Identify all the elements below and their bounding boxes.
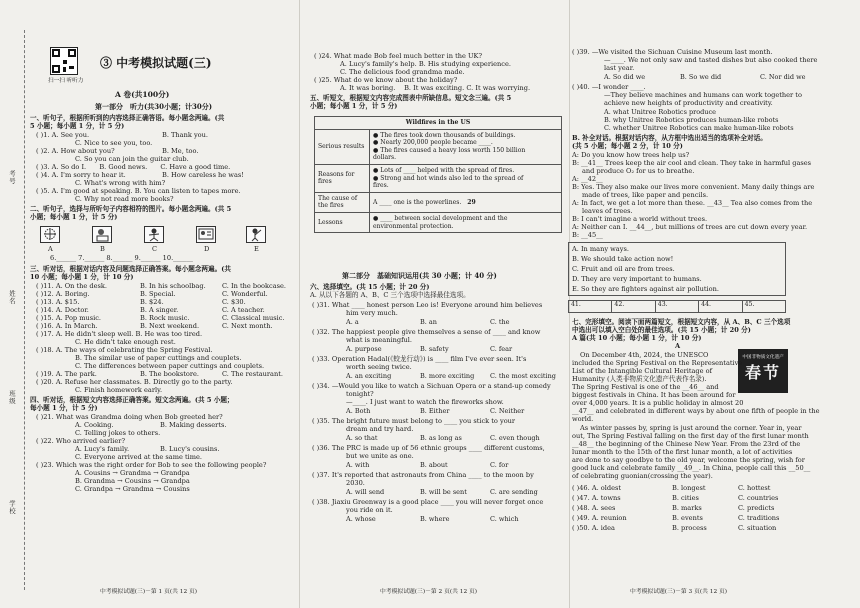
picture-b-reading-icon [92,226,112,243]
sectionB-title-2: (共 5 小题；每小题 2 分，计 10 分) [572,142,683,150]
q14-b: B. A singer. [140,306,179,314]
table-row [315,129,562,164]
q34-option-b[interactable]: B. Either [420,407,450,415]
answer-cell-43[interactable]: 43. [655,301,698,313]
row-label-cause: The cause of the fires [315,192,370,212]
section5-title: 五、听短文，根据短文内容完成图表中所缺信息。短文念三遍。(共 5 [310,94,512,102]
q14-a: ( )14. A. Doctor. [36,306,89,314]
dialogue-line-10: A: Neither can I. __44__, but millions of trees are cut down every year. [572,223,808,231]
q35-cont: dream and try hard. [346,425,414,433]
section1-title-2: 5 小题；每小题 1 分，计 5 分) [30,122,125,130]
q36-option-b[interactable]: B. about [420,461,448,469]
box-option-a: A. In many ways. [572,245,629,253]
lessons-line-2: environmental protection. [373,222,454,230]
page1-footer: 中考模拟试题(三)－第 1 页(共 12 页) [100,589,198,595]
q2-a: ( )2. A. How about you? [36,147,115,155]
results-line-3: ● The fires caused a heavy loss worth 150 billion [373,146,526,154]
q22-a: A. Lucy's family. [75,445,130,453]
q40-option-a[interactable]: A. what Unitree Robotics produce [604,108,716,116]
q17-c: C. He didn't take enough rest. [75,338,176,346]
section3-title: 三、听对话，根据对话内容及问题选择正确答案。每小题念两遍。(共 [30,265,231,273]
q39-cont: last year. [604,64,635,72]
picture-e-waving-icon [246,226,266,243]
passage-line: On December 4th, 2024, the UNESCO [580,351,709,359]
passage-line: __48__ the beginning of the Chinese New Year. From the 23rd of the [572,440,801,448]
q24-ab: A. Lucy's family's help. B. His studying experience. [340,60,511,68]
answer-cell-41[interactable]: 41. [569,301,612,313]
picture-b-label: B [100,245,105,253]
q40-option-b[interactable]: B. why Unitree Robotics produces human-like robots [604,116,779,124]
q32-option-a[interactable]: A. purpose [346,345,382,353]
passage-line: The Spring Festival is one of the __46__ and [572,383,719,391]
q5-ab: ( )5. A. I'm good at speaking. B. You can listen to tapes more. [36,187,241,195]
dialogue-line-6: made of trees, like paper and pencils. [582,191,709,199]
section4-title-2: 每小题 1 分，计 5 分) [30,404,98,412]
q31: ( )31. What ____ honest person Leo is! Everyone around him believes [312,301,543,309]
passage-line: biggest festivals in China. It has been around for [572,391,736,399]
box-option-b: B. We should take action now! [572,255,674,263]
q47-b[interactable]: B. cities [672,494,699,502]
section4-title: 四、听对话，根据短文内容选择正确答案。短文念两遍。(共 5 小题； [30,396,234,404]
picture-c-label: C [152,245,158,253]
q5-c: C. Why not read more books? [75,195,174,203]
side-label-number: 考号 [8,170,16,185]
q40: ( )40. —I wonder ____. [572,83,646,91]
q15-a: ( )15. A. Pop music. [36,314,102,322]
q22: ( )22. Who arrived earlier? [36,437,125,445]
q47-c[interactable]: C. countries [738,494,779,502]
q46-b[interactable]: B. longest [672,484,706,492]
q37-option-a[interactable]: A. will send [346,488,385,496]
section7-title: 七、完形填空。阅读下面两篇短文，根据短文内容，从 A、B、C 三个选项 [572,318,791,326]
q18-b: B. The similar use of paper cuttings and couplets. [75,354,242,362]
section3-title-2: 10 小题；每小题 1 分，计 10 分) [30,273,134,281]
passage-line: lunar month to the 15th of the first lunar month, a lot of activities [572,448,793,456]
section7-title-2: 中选出可以填入空白处的最佳选项。(共 15 小题；计 20 分) [572,326,751,334]
q34: ( )34. —Would you like to watch a Sichuan Opera or a stand-up comedy [312,382,551,390]
q21-c: C. Telling jokes to others. [75,429,161,437]
dialogue-line-11: B: __45__ [572,231,603,239]
q16-c: C. Next month. [222,322,273,330]
q33-option-c[interactable]: C. the most exciting [490,372,556,380]
q31-option-c[interactable]: C. the [490,318,510,326]
cause-line: A ____ one is the powerlines. [373,198,462,206]
passage-line: world. [572,415,594,423]
qr-code-icon[interactable] [50,47,78,75]
box-option-c: C. Fruit and oil are from trees. [572,265,675,273]
passage-line: __47__ and celebrated in different ways by about one fifth of people in the [572,407,820,415]
q48-a[interactable]: ( )48. A. sees [572,504,616,512]
q37-cont: 2030. [346,479,365,487]
answer-cell-45[interactable]: 45. [742,301,785,313]
side-label-name: 姓名 [8,290,16,305]
results-line-4: dollars. [373,154,397,162]
q38-cont: you ride on it. [346,506,393,514]
sectionB-title: B. 补全对话。根据对话内容，从方框中选出适当的选项补全对话。 [572,134,767,142]
picture-e-label: E [254,245,259,253]
row-label-reasons: Reasons for fires [315,164,370,192]
q13-b: B. $24. [140,298,164,306]
page3-footer: 中考模拟试题(三)－第 3 页(共 12 页) [630,589,728,595]
q23: ( )23. Which was the right order for Bob to see the following people? [36,461,267,469]
q4-b: B. How careless he was! [162,171,244,179]
q22-c: C. Everyone arrived at the same time. [75,453,202,461]
q23-c: C. Grandpa → Grandma → Cousins [75,485,190,493]
picture-a-label: A [48,245,53,253]
q36-option-c[interactable]: C. for [490,461,509,469]
picture-d-label: D [204,245,210,253]
q49-c[interactable]: C. traditions [738,514,780,522]
dialogue-line-1: A: Do you know how trees help us? [572,151,690,159]
chunjie-title: 春节 [744,363,781,382]
exam-page-3 [570,0,860,608]
q33-cont: worth seeing twice. [346,363,412,371]
q2-b: B. Me, too. [162,147,199,155]
answer-grid [568,300,786,313]
q35: ( )35. The bright future must belong to ____ you stick to your [312,417,516,425]
q1-c: C. Nice to see you, too. [75,139,153,147]
q40-cont: achieve new heights of productivity and creativity. [604,99,773,107]
part2-heading: 第二部分 基础知识运用(共 30 小题；计 40 分) [342,271,497,280]
q19-a: ( )19. A. The park. [36,370,97,378]
q38-option-a[interactable]: A. whose [346,515,376,523]
q18-a: ( )18. A. The ways of celebrating the Spring Festival. [36,346,213,354]
q4-c: C. What's wrong with him? [75,179,166,187]
section6-title: 六、选择填空。(共 15 小题；计 20 分) [310,283,430,291]
q23-b: B. Grandma → Cousins → Grandpa [75,477,190,485]
dialogue-line-2: B: __41__ Trees keep the air cool and clean. They take in harmful gases [572,159,812,167]
section2-title: 二、听句子，选择与所听句子内容相符的图片。每小题念两遍。(共 5 [30,205,232,213]
q36-option-a[interactable]: A. with [346,461,370,469]
q12-b: B. Special. [140,290,176,298]
q33: ( )33. Operation Hadal(《蛟龙行动》) is ____ film I've ever seen. It's [312,355,527,363]
q40-option-c[interactable]: C. whether Unitree Robotics can make human-like robots [604,124,794,132]
section1-title: 一、听句子，根据所听到的内容选择正确答语。每小题念两遍。(共 [30,114,225,122]
q33-option-a[interactable]: A. an exciting [346,372,392,380]
q39: ( )39. —We visited the Sichuan Cuisine Museum last month. [572,48,773,56]
q21-b: B. Making desserts. [160,421,227,429]
q13-c: C. $30. [222,298,246,306]
side-label-class: 班级 [8,390,16,405]
q38: ( )38. Jiaxiu Greenway is a good place ____ you will never forget once [312,498,544,506]
q32: ( )32. The happiest people give themselves a sense of ____ and know [312,328,541,336]
q48-c[interactable]: C. predicts [738,504,775,512]
dialogue-line-5: B: Yes. They also make our lives more convenient. Many daily things are [572,183,815,191]
picture-a-fireworks-icon [40,226,60,243]
q1-b: B. Thank you. [162,131,208,139]
q22-b: B. Lucy's cousins. [160,445,220,453]
q17-ab: ( )17. A. He didn't sleep well. B. He was too tired. [36,330,203,338]
q40-reply: —They believe machines and humans can work together to [604,91,802,99]
blank-29-number[interactable]: 29 [467,198,476,206]
binding-line [24,30,25,590]
dialogue-line-3: and produce O₂ for us to breathe. [582,167,695,175]
passage-line: out, The Spring Festival falling on the first day of the first lunar month [572,432,809,440]
wildfires-table [314,116,562,233]
q33-option-b[interactable]: B. more exciting [420,372,475,380]
dialogue-line-4: A: __42__ [572,175,603,183]
passage-line: are done to say goodbye to the old year, welcome the spring, wish for [572,456,805,464]
q32-option-c[interactable]: C. fear [490,345,513,353]
table-title: Wildfires in the US [315,117,562,130]
q11-c: C. In the bookcase. [222,282,287,290]
passage-line: Humanity (人类非物质文化遗产代表作名录). [572,375,707,383]
q15-b: B. Rock music. [140,314,190,322]
q20-ab: ( )20. A. Refuse her classmates. B. Directly go to the party. [36,378,233,386]
q19-b: B. The bookstore. [140,370,199,378]
q37-option-c[interactable]: C. are sending [490,488,538,496]
table-row [315,164,562,192]
row-label-results: Serious results [315,129,370,164]
qr-caption: 扫一扫 听听力 [48,78,84,84]
q1-a: ( )1. A. See you. [36,131,90,139]
q4-a: ( )4. A. I'm sorry to hear it. [36,171,126,179]
q39-option-a[interactable]: A. So did we [604,73,646,81]
q16-a: ( )16. A. In March. [36,322,98,330]
exam-page-2 [300,0,570,608]
reasons-line-2: ● Strong and hot winds also led to the spread of [373,174,524,182]
q38-option-b[interactable]: B. where [420,515,450,523]
results-line-1: ● The fires took down thousands of buildings. [373,131,516,139]
q24-c: C. The delicious food grandma made. [340,68,465,76]
box-option-e: E. So they are fighters against air pollution. [572,285,719,293]
q50-b[interactable]: B. process [672,524,707,532]
q49-a[interactable]: ( )49. A. reunion [572,514,627,522]
section5-title-2: 小题；每小题 1 分，计 5 分) [310,102,398,110]
q36: ( )36. The PRC is made up of 56 ethnic groups ____ different customs, [312,444,545,452]
q37-option-b[interactable]: B. will be sent [420,488,467,496]
q13-a: ( )13. A. $15. [36,298,80,306]
q25-abc: A. It was boring. B. It was exciting. C. It was worrying. [340,84,531,92]
exam-title: ③ 中考模拟试题(三) [100,56,212,70]
q46-c[interactable]: C. hottest [738,484,771,492]
section6-instructions: A. 从以下各题的 A、B、C 三个选项中选择最佳选项。 [310,291,470,299]
q34-reply: —____. I just want to watch the fireworks show. [346,398,504,406]
q2-c: C. So you can join the guitar club. [75,155,189,163]
section2-title-2: 小题；每小题 1 分，计 5 分) [30,213,118,221]
q36-cont: but we unite as one. [346,452,414,460]
passage-line: List of the Intangible Cultural Heritage of [572,367,713,375]
dialogue-line-9: B: I can't imagine a world without trees. [572,215,708,223]
q39-option-b[interactable]: B. So we did [680,73,722,81]
dialogue-line-7: A: In fact, we get a lot more than these. __43__ Tea also comes from the [572,199,813,207]
picture-c-sports-icon [144,226,164,243]
passage-line: good luck and celebrate family __49__. In China, people call this __50__ [572,464,811,472]
row-label-lessons: Lessons [315,212,370,232]
q32-cont: what is meaningful. [346,336,412,344]
chunjie-caption: 中国非物质文化遗产 [742,355,784,360]
q35-option-a[interactable]: A. so that [346,434,378,442]
q14-c: C. A teacher. [222,306,265,314]
q34-option-a[interactable]: A. Both [346,407,371,415]
passage-line: over 4,000 years. It is a public holiday in almost 20 [572,399,744,407]
q25: ( )25. What do we know about the holiday? [314,76,458,84]
reasons-line-3: fires. [373,182,389,190]
q35-option-b[interactable]: B. as long as [420,434,462,442]
q32-option-b[interactable]: B. safety [420,345,449,353]
page2-footer: 中考模拟试题(三)－第 2 页(共 12 页) [380,589,478,595]
q20-c: C. Finish homework early. [75,386,163,394]
q39-option-c[interactable]: C. Nor did we [760,73,806,81]
q49-b[interactable]: B. events [672,514,703,522]
volume-heading: A 卷(共100分) [115,90,170,99]
passage-line: As winter passes by, spring is just around the corner. Year in, year [580,424,802,432]
table-row [315,212,562,232]
q23-a: A. Cousins → Grandma → Grandpa [75,469,190,477]
q21: ( )21. What was Grandma doing when Bob greeted her? [36,413,223,421]
picture-d-card-icon [196,226,216,243]
table-row [315,192,562,212]
q50-c[interactable]: C. situation [738,524,777,532]
spring-festival-image [738,349,788,393]
q18-c: C. The differences between paper cuttings and couplets. [75,362,265,370]
results-line-2[interactable]: ● Nearly 200,000 people became ____. [373,139,493,147]
q37: ( )37. It's reported that astronauts from China ____ to the moon by [312,471,534,479]
q50-a[interactable]: ( )50. A. idea [572,524,615,532]
q47-a[interactable]: ( )47. A. towns [572,494,621,502]
q31-option-b[interactable]: B. an [420,318,437,326]
q11-a: ( )11. A. On the desk. [36,282,108,290]
q21-a: A. Cooking. [75,421,114,429]
q3: ( )3. A. So do I. B. Good news. C. Have a good time. [36,163,231,171]
dialogue-line-8: leaves of trees. [582,207,633,215]
q39-reply: —____. We not only saw and tasted dishes but also cooked there [604,56,818,64]
q31-option-a[interactable]: A. a [346,318,359,326]
part1-heading: 第一部分 听力(共30小题；计30分) [95,102,213,111]
q12-c: C. Wonderful. [222,290,268,298]
q15-c: C. Classical music. [222,314,285,322]
passage-label: A [675,342,681,350]
q46-a[interactable]: ( )46. A. oldest [572,484,622,492]
answer-cell-44[interactable]: 44. [699,301,742,313]
lessons-line-1[interactable]: ● ____ between social development and the [373,214,508,222]
q24: ( )24. What made Bob feel much better in the UK? [314,52,482,60]
box-option-d: D. They are very important to humans. [572,275,702,283]
answer-cell-42[interactable]: 42. [612,301,655,313]
q31-cont: him very much. [346,309,398,317]
picture-answer-blanks[interactable]: 6.______ 7.______ 8.______ 9.______ 10.______ [50,254,193,262]
reasons-line-1[interactable]: ● Lots of ____ helped with the spread of fires. [373,166,515,174]
q11-b: B. In his schoolbag. [140,282,206,290]
q48-b[interactable]: B. marks [672,504,702,512]
q34-option-c[interactable]: C. Neither [490,407,525,415]
q16-b: B. Next weekend. [140,322,200,330]
side-label-school: 学校 [8,500,16,515]
q19-c: C. The restaurant. [222,370,283,378]
q34-cont: tonight? [346,390,374,398]
passage-line: of celebrating guonian(crossing the year). [572,472,713,480]
q12-a: ( )12. A. Boring. [36,290,90,298]
q38-option-c[interactable]: C. which [490,515,519,523]
q35-option-c[interactable]: C. even though [490,434,540,442]
section7-title-3: A 篇(共 10 小题；每小题 1 分，计 10 分) [572,334,702,342]
exam-page-1 [0,0,300,608]
passage-line: included the Spring Festival on the Representative [572,359,743,367]
